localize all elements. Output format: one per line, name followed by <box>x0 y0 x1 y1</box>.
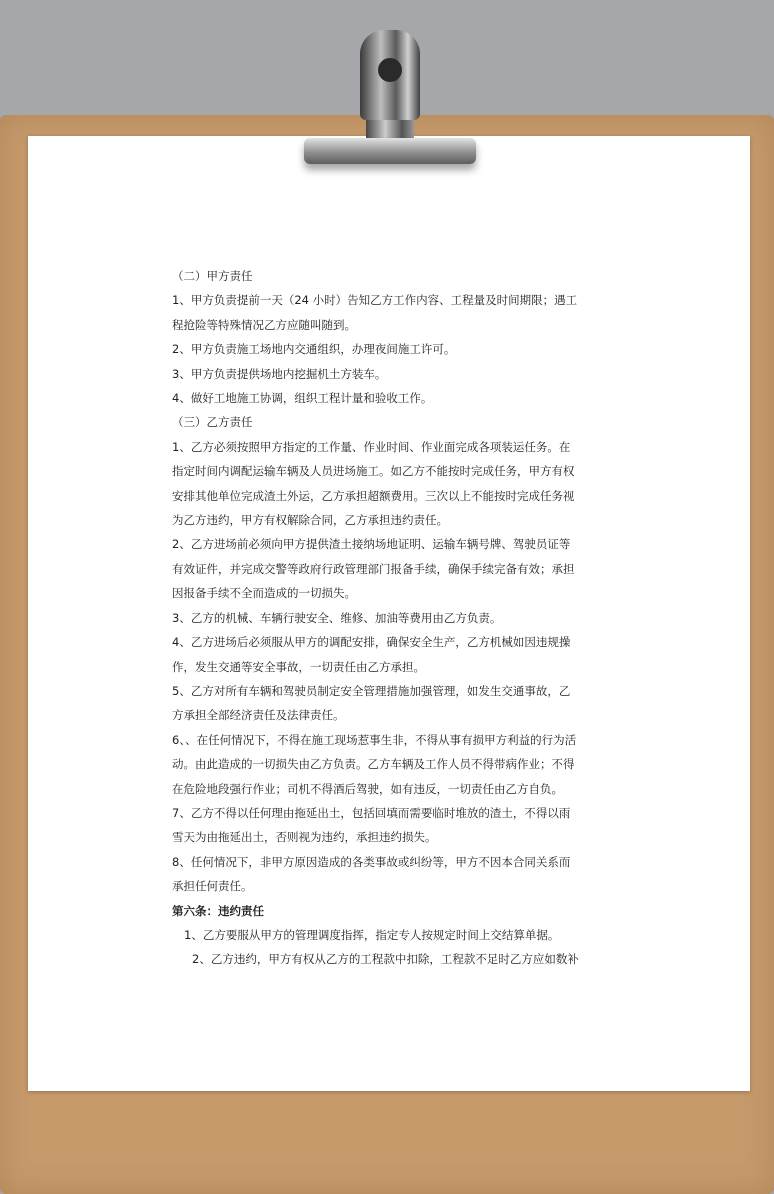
text-line: 雪天为由拖延出土，否则视为违约，承担违约损失。 <box>172 830 437 845</box>
text-line: 因报备手续不全而造成的一切损失。 <box>172 586 356 601</box>
text-line: 1、乙方要服从甲方的管理调度指挥，指定专人按规定时间上交结算单据。 <box>184 927 560 942</box>
text-line: 1、乙方必须按照甲方指定的工作量、作业时间、作业面完成各项装运任务。在 <box>172 439 571 454</box>
text-line: 承担任何责任。 <box>172 879 253 894</box>
text-line: 2、乙方违约，甲方有权从乙方的工程款中扣除，工程款不足时乙方应如数补 <box>192 952 579 967</box>
text-line: 作，发生交通等安全事故，一切责任由乙方承担。 <box>172 659 425 674</box>
section-heading: 第六条：违约责任 <box>172 903 264 918</box>
text-line: 在危险地段强行作业；司机不得酒后驾驶，如有违反，一切责任由乙方自负。 <box>172 781 563 796</box>
text-line: 8、任何情况下，非甲方原因造成的各类事故或纠纷等，甲方不因本合同关系而 <box>172 854 571 869</box>
text-line: 1、甲方负责提前一天（24 小时）告知乙方工作内容、工程量及时间期限；遇工 <box>172 293 578 308</box>
text-line: 2、甲方负责施工场地内交通组织，办理夜间施工许可。 <box>172 342 456 357</box>
clip-hole <box>378 58 402 82</box>
text-line: 7、乙方不得以任何理由拖延出土，包括回填而需要临时堆放的渣土，不得以雨 <box>172 805 571 820</box>
text-line: 5、乙方对所有车辆和驾驶员制定安全管理措施加强管理，如发生交通事故，乙 <box>172 683 571 698</box>
text-line: 2、乙方进场前必须向甲方提供渣土接纳场地证明、运输车辆号牌、驾驶员证等 <box>172 537 571 552</box>
text-line: 有效证件，并完成交警等政府行政管理部门报备手续，确保手续完备有效；承担 <box>172 561 575 576</box>
text-line: 动。由此造成的一切损失由乙方负责。乙方车辆及工作人员不得带病作业；不得 <box>172 757 575 772</box>
text-line: （三）乙方责任 <box>172 415 253 430</box>
text-line: （二）甲方责任 <box>172 269 253 283</box>
text-line: 6、、在任何情况下，不得在施工现场惹事生非，不得从事有损甲方利益的行为活 <box>172 732 577 747</box>
text-line: 程抢险等特殊情况乙方应随叫随到。 <box>172 317 356 332</box>
text-line: 为乙方违约，甲方有权解除合同，乙方承担违约责任。 <box>172 513 448 528</box>
text-line: 3、甲方负责提供场地内挖掘机土方装车。 <box>172 366 387 381</box>
text-line: 方承担全部经济责任及法律责任。 <box>172 708 345 723</box>
text-line: 3、乙方的机械、车辆行驶安全、维修、加油等费用由乙方负责。 <box>172 610 502 625</box>
text-line: 4、做好工地施工协调，组织工程计量和验收工作。 <box>172 391 433 406</box>
document-text <box>172 264 612 972</box>
text-line: 4、乙方进场后必须服从甲方的调配安排，确保安全生产，乙方机械如因违规操 <box>172 635 571 650</box>
text-line: 指定时间内调配运输车辆及人员进场施工。如乙方不能按时完成任务，甲方有权 <box>172 464 575 479</box>
binder-clip <box>304 138 476 164</box>
text-line: 安排其他单位完成渣土外运，乙方承担超额费用。三次以上不能按时完成任务视 <box>172 488 575 503</box>
